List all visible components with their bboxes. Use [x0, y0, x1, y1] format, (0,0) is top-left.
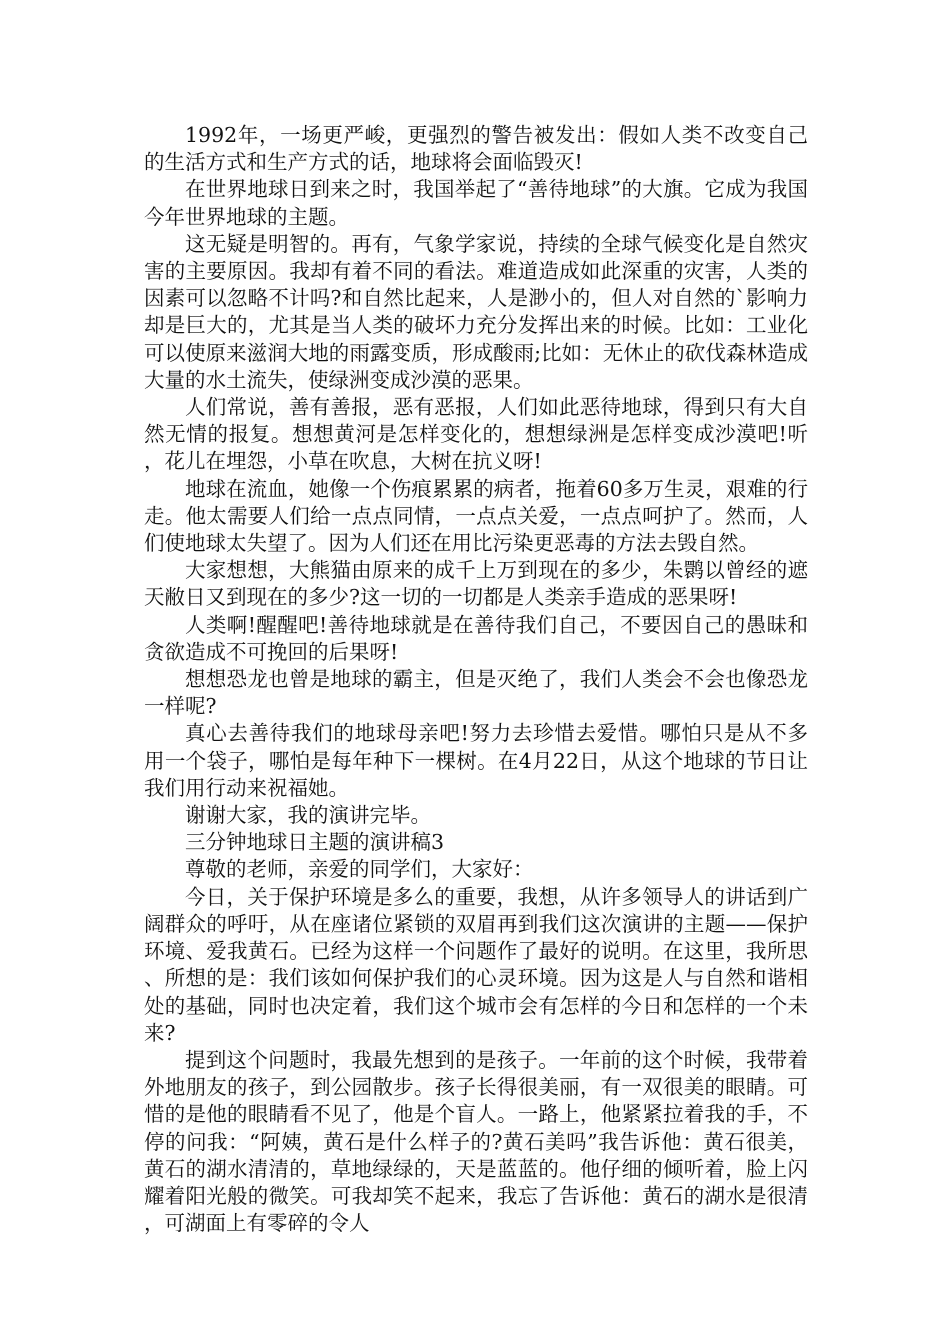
paragraph: 1992年，一场更严峻，更强烈的警告被发出：假如人类不改变自己的生活方式和生产方式的话，地球将会面临毁灭! [144, 123, 808, 175]
section-title: 三分钟地球日主题的演讲稿3 [185, 830, 445, 855]
paragraph: 想想恐龙也曾是地球的霸主，但是灭绝了，我们人类会不会也像恐龙一样呢? [144, 667, 808, 719]
document-body [144, 122, 808, 1237]
paragraph: 人类啊!醒醒吧!善待地球就是在善待我们自己，不要因自己的愚昧和贪欲造成不可挽回的后果呀! [144, 612, 808, 664]
paragraph: 地球在流血，她像一个伤痕累累的病者，拖着60多万生灵，艰难的行走。他太需要人们给一点点同情，一点点关爱，一点点呵护了。然而，人们使地球太失望了。因为人们还在用比污染更恶毒的方法去毁自然。 [144, 476, 808, 556]
paragraph: 提到这个问题时，我最先想到的是孩子。一年前的这个时候，我带着外地朋友的孩子，到公园散步。孩子长得很美丽，有一双很美的眼睛。可惜的是他的眼睛看不见了，他是个盲人。一路上，他紧紧拉着我的手，不停的问我：“阿姨，黄石是什么样子的?黄石美吗”我告诉他：黄石很美，黄石的湖水清清的，草地绿绿的，天是蓝蓝的。他仔细的倾听着，脸上闪耀着阳光般的微笑。可我却笑不起来，我忘了告诉他：黄石的湖水是很清，可湖面上有零碎的令人 [144, 1047, 808, 1236]
paragraph: 谢谢大家，我的演讲完毕。 [185, 803, 431, 828]
paragraph: 大家想想，大熊猫由原来的成千上万到现在的多少，朱鹮以曾经的遮天敝日又到现在的多少?这一切的一切都是人类亲手造成的恶果呀! [144, 558, 808, 610]
paragraph: 真心去善待我们的地球母亲吧!努力去珍惜去爱惜。哪怕只是从不多用一个袋子，哪怕是每年种下一棵树。在4月22日，从这个地球的节日让我们用行动来祝福她。 [144, 721, 808, 800]
paragraph: 人们常说，善有善报，恶有恶报，人们如此恶待地球，得到只有大自然无情的报复。想想黄河是怎样变化的，想想绿洲是怎样变成沙漠吧!听，花儿在埋怨，小草在吹息，大树在抗义呀! [144, 395, 808, 474]
salutation: 尊敬的老师，亲爱的同学们，大家好： [185, 857, 534, 882]
paragraph: 在世界地球日到来之时，我国举起了“善待地球”的大旗。它成为我国今年世界地球的主题。 [144, 177, 808, 229]
paragraph: 这无疑是明智的。再有，气象学家说，持续的全球气候变化是自然灾害的主要原因。我却有着不同的看法。难道造成如此深重的灾害，人类的因素可以忽略不计吗?和自然比起来，人是渺小的，但人对自然的`影响力却是巨大的，尤其是当人类的破坏力充分发挥出来的时候。比如：工业化可以使原来滋润大地的雨露变质，形成酸雨;比如：无休止的砍伐森林造成大量的水土流失，使绿洲变成沙漠的恶果。 [144, 231, 808, 392]
paragraph: 今日，关于保护环境是多么的重要，我想，从许多领导人的讲话到广阔群众的呼吁，从在座诸位紧锁的双眉再到我们这次演讲的主题——保护环境、爱我黄石。已经为这样一个问题作了最好的说明。在这里，我所思、所想的是：我们该如何保护我们的心灵环境。因为这是人与自然和谐相处的基础，同时也决定着，我们这个城市会有怎样的今日和怎样的一个未来? [144, 884, 808, 1045]
